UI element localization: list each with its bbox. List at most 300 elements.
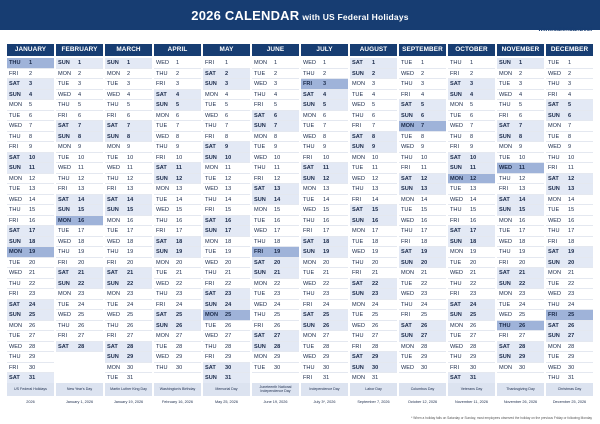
day-cell[interactable] — [203, 58, 250, 69]
day-cell[interactable] — [252, 132, 299, 143]
day-cell[interactable] — [497, 237, 544, 248]
day-cell[interactable] — [154, 331, 201, 342]
day-cell[interactable] — [399, 163, 446, 174]
day-cell[interactable] — [399, 90, 446, 101]
day-cell[interactable] — [252, 289, 299, 300]
holiday-day-cell[interactable] — [399, 121, 446, 132]
day-cell[interactable] — [448, 79, 495, 90]
day-cell[interactable] — [399, 111, 446, 122]
day-cell[interactable] — [7, 90, 54, 101]
day-cell[interactable] — [252, 258, 299, 269]
day-cell[interactable] — [350, 100, 397, 111]
day-cell[interactable] — [7, 69, 54, 80]
day-cell[interactable] — [546, 342, 593, 353]
holiday-day-cell[interactable] — [7, 247, 54, 258]
day-cell[interactable] — [546, 258, 593, 269]
day-cell[interactable] — [448, 58, 495, 69]
day-cell[interactable] — [56, 100, 103, 111]
day-cell[interactable] — [203, 205, 250, 216]
day-cell[interactable] — [105, 363, 152, 374]
day-cell[interactable] — [301, 268, 348, 279]
day-cell[interactable] — [350, 111, 397, 122]
day-cell[interactable] — [7, 79, 54, 90]
day-cell[interactable] — [546, 184, 593, 195]
day-cell[interactable] — [154, 90, 201, 101]
day-cell[interactable] — [399, 352, 446, 363]
day-cell[interactable] — [105, 289, 152, 300]
day-cell[interactable] — [105, 321, 152, 332]
day-cell[interactable] — [448, 331, 495, 342]
day-cell[interactable] — [448, 100, 495, 111]
day-cell[interactable] — [7, 216, 54, 227]
day-cell[interactable] — [497, 184, 544, 195]
day-cell[interactable] — [546, 373, 593, 384]
holiday-day-cell[interactable] — [56, 216, 103, 227]
day-cell[interactable] — [301, 163, 348, 174]
day-cell[interactable] — [350, 58, 397, 69]
day-cell[interactable] — [448, 363, 495, 374]
day-cell[interactable] — [350, 216, 397, 227]
day-cell[interactable] — [203, 153, 250, 164]
day-cell[interactable] — [7, 342, 54, 353]
day-cell[interactable] — [350, 205, 397, 216]
day-cell[interactable] — [448, 321, 495, 332]
day-cell[interactable] — [56, 90, 103, 101]
day-cell[interactable] — [399, 205, 446, 216]
day-cell[interactable] — [154, 69, 201, 80]
day-cell[interactable] — [399, 300, 446, 311]
day-cell[interactable] — [301, 289, 348, 300]
day-cell[interactable] — [7, 300, 54, 311]
day-cell[interactable] — [56, 321, 103, 332]
day-cell[interactable] — [497, 216, 544, 227]
day-cell[interactable] — [56, 205, 103, 216]
day-cell[interactable] — [301, 174, 348, 185]
day-cell[interactable] — [154, 163, 201, 174]
day-cell[interactable] — [56, 310, 103, 321]
day-cell[interactable] — [399, 153, 446, 164]
day-cell[interactable] — [203, 216, 250, 227]
day-cell[interactable] — [56, 226, 103, 237]
day-cell[interactable] — [546, 321, 593, 332]
day-cell[interactable] — [497, 79, 544, 90]
day-cell[interactable] — [203, 79, 250, 90]
day-cell[interactable] — [105, 121, 152, 132]
day-cell[interactable] — [448, 258, 495, 269]
day-cell[interactable] — [203, 342, 250, 353]
day-cell[interactable] — [203, 142, 250, 153]
day-cell[interactable] — [7, 195, 54, 206]
day-cell[interactable] — [252, 184, 299, 195]
day-cell[interactable] — [399, 69, 446, 80]
day-cell[interactable] — [497, 226, 544, 237]
day-cell[interactable] — [448, 373, 495, 384]
day-cell[interactable] — [154, 174, 201, 185]
day-cell[interactable] — [56, 111, 103, 122]
day-cell[interactable] — [497, 58, 544, 69]
day-cell[interactable] — [497, 205, 544, 216]
day-cell[interactable] — [252, 100, 299, 111]
day-cell[interactable] — [546, 142, 593, 153]
day-cell[interactable] — [497, 289, 544, 300]
day-cell[interactable] — [56, 142, 103, 153]
day-cell[interactable] — [301, 142, 348, 153]
day-cell[interactable] — [7, 321, 54, 332]
day-cell[interactable] — [448, 69, 495, 80]
day-cell[interactable] — [301, 247, 348, 258]
day-cell[interactable] — [448, 247, 495, 258]
day-cell[interactable] — [105, 153, 152, 164]
day-cell[interactable] — [56, 268, 103, 279]
day-cell[interactable] — [448, 132, 495, 143]
day-cell[interactable] — [203, 174, 250, 185]
day-cell[interactable] — [105, 216, 152, 227]
day-cell[interactable] — [546, 237, 593, 248]
day-cell[interactable] — [154, 352, 201, 363]
day-cell[interactable] — [105, 90, 152, 101]
day-cell[interactable] — [399, 268, 446, 279]
day-cell[interactable] — [105, 132, 152, 143]
day-cell[interactable] — [497, 132, 544, 143]
day-cell[interactable] — [301, 195, 348, 206]
day-cell[interactable] — [448, 342, 495, 353]
day-cell[interactable] — [546, 69, 593, 80]
day-cell[interactable] — [105, 310, 152, 321]
day-cell[interactable] — [154, 58, 201, 69]
day-cell[interactable] — [546, 247, 593, 258]
day-cell[interactable] — [7, 289, 54, 300]
day-cell[interactable] — [350, 258, 397, 269]
day-cell[interactable] — [105, 300, 152, 311]
day-cell[interactable] — [448, 163, 495, 174]
day-cell[interactable] — [154, 321, 201, 332]
day-cell[interactable] — [399, 79, 446, 90]
day-cell[interactable] — [350, 132, 397, 143]
day-cell[interactable] — [154, 289, 201, 300]
day-cell[interactable] — [203, 226, 250, 237]
day-cell[interactable] — [448, 310, 495, 321]
day-cell[interactable] — [399, 184, 446, 195]
day-cell[interactable] — [203, 300, 250, 311]
day-cell[interactable] — [252, 300, 299, 311]
day-cell[interactable] — [154, 153, 201, 164]
day-cell[interactable] — [546, 111, 593, 122]
day-cell[interactable] — [350, 247, 397, 258]
day-cell[interactable] — [350, 153, 397, 164]
day-cell[interactable] — [546, 195, 593, 206]
day-cell[interactable] — [56, 195, 103, 206]
day-cell[interactable] — [399, 237, 446, 248]
day-cell[interactable] — [105, 205, 152, 216]
day-cell[interactable] — [301, 373, 348, 384]
day-cell[interactable] — [203, 373, 250, 384]
day-cell[interactable] — [252, 226, 299, 237]
day-cell[interactable] — [154, 195, 201, 206]
day-cell[interactable] — [7, 100, 54, 111]
day-cell[interactable] — [350, 79, 397, 90]
day-cell[interactable] — [497, 142, 544, 153]
day-cell[interactable] — [252, 121, 299, 132]
day-cell[interactable] — [301, 258, 348, 269]
day-cell[interactable] — [154, 247, 201, 258]
day-cell[interactable] — [448, 205, 495, 216]
day-cell[interactable] — [7, 363, 54, 374]
day-cell[interactable] — [56, 174, 103, 185]
day-cell[interactable] — [497, 69, 544, 80]
day-cell[interactable] — [105, 247, 152, 258]
day-cell[interactable] — [252, 352, 299, 363]
day-cell[interactable] — [546, 90, 593, 101]
holiday-day-cell[interactable] — [252, 247, 299, 258]
day-cell[interactable] — [350, 90, 397, 101]
day-cell[interactable] — [448, 268, 495, 279]
day-cell[interactable] — [252, 58, 299, 69]
day-cell[interactable] — [105, 69, 152, 80]
day-cell[interactable] — [448, 142, 495, 153]
holiday-day-cell[interactable] — [497, 163, 544, 174]
day-cell[interactable] — [7, 279, 54, 290]
day-cell[interactable] — [154, 216, 201, 227]
day-cell[interactable] — [105, 373, 152, 384]
day-cell[interactable] — [350, 237, 397, 248]
day-cell[interactable] — [252, 279, 299, 290]
day-cell[interactable] — [154, 342, 201, 353]
day-cell[interactable] — [203, 132, 250, 143]
day-cell[interactable] — [350, 342, 397, 353]
day-cell[interactable] — [301, 300, 348, 311]
day-cell[interactable] — [105, 352, 152, 363]
day-cell[interactable] — [56, 58, 103, 69]
day-cell[interactable] — [203, 363, 250, 374]
day-cell[interactable] — [7, 205, 54, 216]
day-cell[interactable] — [105, 184, 152, 195]
day-cell[interactable] — [56, 342, 103, 353]
day-cell[interactable] — [497, 331, 544, 342]
day-cell[interactable] — [154, 226, 201, 237]
day-cell[interactable] — [399, 321, 446, 332]
day-cell[interactable] — [301, 132, 348, 143]
day-cell[interactable] — [546, 363, 593, 374]
holiday-day-cell[interactable] — [203, 310, 250, 321]
day-cell[interactable] — [203, 100, 250, 111]
day-cell[interactable] — [252, 268, 299, 279]
day-cell[interactable] — [154, 121, 201, 132]
holiday-day-cell[interactable] — [448, 174, 495, 185]
day-cell[interactable] — [154, 184, 201, 195]
day-cell[interactable] — [448, 195, 495, 206]
day-cell[interactable] — [7, 163, 54, 174]
day-cell[interactable] — [56, 300, 103, 311]
day-cell[interactable] — [301, 279, 348, 290]
day-cell[interactable] — [301, 111, 348, 122]
day-cell[interactable] — [252, 153, 299, 164]
day-cell[interactable] — [203, 268, 250, 279]
day-cell[interactable] — [105, 58, 152, 69]
day-cell[interactable] — [7, 174, 54, 185]
day-cell[interactable] — [399, 100, 446, 111]
day-cell[interactable] — [448, 300, 495, 311]
day-cell[interactable] — [105, 163, 152, 174]
day-cell[interactable] — [203, 237, 250, 248]
day-cell[interactable] — [546, 121, 593, 132]
day-cell[interactable] — [399, 310, 446, 321]
day-cell[interactable] — [350, 195, 397, 206]
day-cell[interactable] — [350, 184, 397, 195]
day-cell[interactable] — [56, 247, 103, 258]
day-cell[interactable] — [399, 363, 446, 374]
day-cell[interactable] — [399, 247, 446, 258]
day-cell[interactable] — [7, 111, 54, 122]
day-cell[interactable] — [497, 247, 544, 258]
day-cell[interactable] — [56, 258, 103, 269]
holiday-day-cell[interactable] — [7, 58, 54, 69]
day-cell[interactable] — [203, 279, 250, 290]
day-cell[interactable] — [154, 132, 201, 143]
day-cell[interactable] — [203, 321, 250, 332]
day-cell[interactable] — [7, 331, 54, 342]
day-cell[interactable] — [546, 279, 593, 290]
day-cell[interactable] — [350, 226, 397, 237]
day-cell[interactable] — [546, 268, 593, 279]
day-cell[interactable] — [399, 342, 446, 353]
holiday-day-cell[interactable] — [301, 79, 348, 90]
day-cell[interactable] — [399, 258, 446, 269]
day-cell[interactable] — [399, 58, 446, 69]
day-cell[interactable] — [350, 268, 397, 279]
day-cell[interactable] — [350, 279, 397, 290]
day-cell[interactable] — [56, 279, 103, 290]
day-cell[interactable] — [448, 216, 495, 227]
day-cell[interactable] — [203, 184, 250, 195]
holiday-day-cell[interactable] — [497, 321, 544, 332]
day-cell[interactable] — [399, 195, 446, 206]
day-cell[interactable] — [350, 300, 397, 311]
day-cell[interactable] — [252, 310, 299, 321]
day-cell[interactable] — [546, 205, 593, 216]
day-cell[interactable] — [7, 226, 54, 237]
day-cell[interactable] — [350, 310, 397, 321]
day-cell[interactable] — [546, 289, 593, 300]
day-cell[interactable] — [154, 237, 201, 248]
day-cell[interactable] — [154, 279, 201, 290]
day-cell[interactable] — [497, 100, 544, 111]
day-cell[interactable] — [546, 153, 593, 164]
day-cell[interactable] — [252, 195, 299, 206]
day-cell[interactable] — [252, 174, 299, 185]
day-cell[interactable] — [56, 237, 103, 248]
day-cell[interactable] — [154, 79, 201, 90]
day-cell[interactable] — [203, 247, 250, 258]
day-cell[interactable] — [399, 289, 446, 300]
day-cell[interactable] — [105, 100, 152, 111]
day-cell[interactable] — [448, 226, 495, 237]
day-cell[interactable] — [7, 184, 54, 195]
day-cell[interactable] — [448, 237, 495, 248]
day-cell[interactable] — [105, 111, 152, 122]
day-cell[interactable] — [154, 268, 201, 279]
day-cell[interactable] — [448, 153, 495, 164]
day-cell[interactable] — [301, 226, 348, 237]
day-cell[interactable] — [350, 321, 397, 332]
day-cell[interactable] — [252, 363, 299, 374]
day-cell[interactable] — [56, 289, 103, 300]
day-cell[interactable] — [497, 153, 544, 164]
day-cell[interactable] — [399, 226, 446, 237]
day-cell[interactable] — [56, 69, 103, 80]
day-cell[interactable] — [7, 258, 54, 269]
day-cell[interactable] — [497, 300, 544, 311]
day-cell[interactable] — [497, 342, 544, 353]
day-cell[interactable] — [252, 237, 299, 248]
day-cell[interactable] — [448, 111, 495, 122]
day-cell[interactable] — [105, 342, 152, 353]
day-cell[interactable] — [301, 69, 348, 80]
day-cell[interactable] — [497, 111, 544, 122]
day-cell[interactable] — [497, 258, 544, 269]
day-cell[interactable] — [448, 352, 495, 363]
day-cell[interactable] — [399, 132, 446, 143]
day-cell[interactable] — [203, 69, 250, 80]
day-cell[interactable] — [203, 352, 250, 363]
day-cell[interactable] — [56, 184, 103, 195]
day-cell[interactable] — [252, 216, 299, 227]
day-cell[interactable] — [7, 237, 54, 248]
day-cell[interactable] — [105, 279, 152, 290]
site-url[interactable]: www.calendar.best — [538, 27, 592, 33]
day-cell[interactable] — [399, 216, 446, 227]
day-cell[interactable] — [252, 342, 299, 353]
day-cell[interactable] — [7, 373, 54, 384]
day-cell[interactable] — [154, 258, 201, 269]
day-cell[interactable] — [105, 258, 152, 269]
day-cell[interactable] — [301, 352, 348, 363]
day-cell[interactable] — [7, 121, 54, 132]
day-cell[interactable] — [252, 163, 299, 174]
day-cell[interactable] — [7, 132, 54, 143]
day-cell[interactable] — [301, 331, 348, 342]
day-cell[interactable] — [301, 205, 348, 216]
day-cell[interactable] — [203, 258, 250, 269]
day-cell[interactable] — [546, 79, 593, 90]
day-cell[interactable] — [448, 121, 495, 132]
day-cell[interactable] — [105, 226, 152, 237]
holiday-day-cell[interactable] — [546, 310, 593, 321]
day-cell[interactable] — [546, 300, 593, 311]
day-cell[interactable] — [252, 205, 299, 216]
day-cell[interactable] — [301, 153, 348, 164]
day-cell[interactable] — [203, 111, 250, 122]
day-cell[interactable] — [448, 90, 495, 101]
day-cell[interactable] — [203, 90, 250, 101]
day-cell[interactable] — [350, 289, 397, 300]
day-cell[interactable] — [350, 121, 397, 132]
day-cell[interactable] — [105, 237, 152, 248]
day-cell[interactable] — [252, 111, 299, 122]
day-cell[interactable] — [301, 100, 348, 111]
day-cell[interactable] — [546, 226, 593, 237]
day-cell[interactable] — [448, 279, 495, 290]
day-cell[interactable] — [497, 363, 544, 374]
day-cell[interactable] — [252, 79, 299, 90]
day-cell[interactable] — [546, 163, 593, 174]
day-cell[interactable] — [399, 142, 446, 153]
day-cell[interactable] — [497, 310, 544, 321]
day-cell[interactable] — [203, 331, 250, 342]
day-cell[interactable] — [497, 90, 544, 101]
day-cell[interactable] — [448, 184, 495, 195]
day-cell[interactable] — [252, 69, 299, 80]
day-cell[interactable] — [154, 142, 201, 153]
